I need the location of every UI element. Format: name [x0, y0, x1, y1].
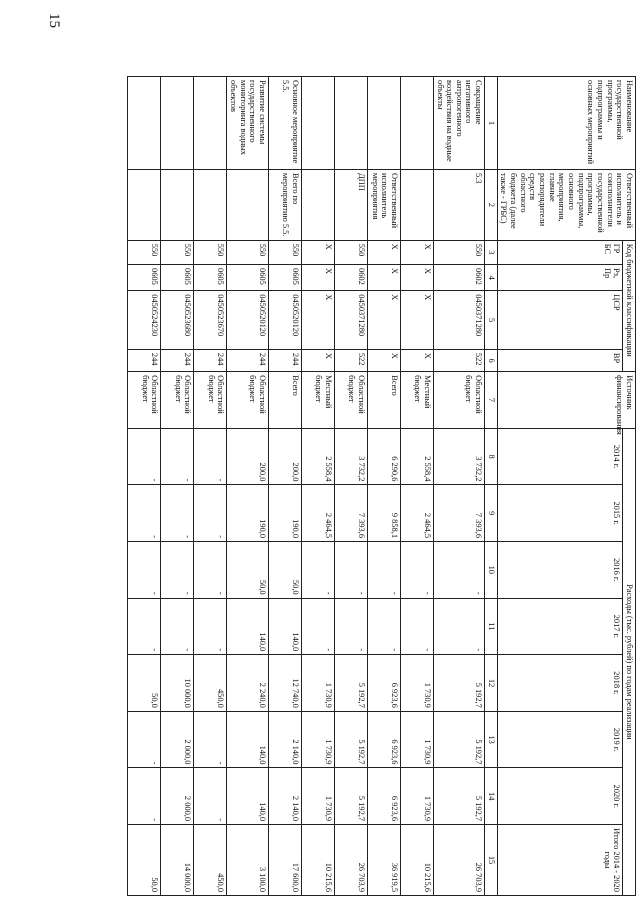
- cell-value: 7 393,6: [433, 485, 484, 542]
- header-year: 2016 г.: [497, 542, 623, 599]
- cell-name: [194, 77, 227, 170]
- cell-source: Областной бюджет: [227, 372, 269, 429]
- cell-value: -: [161, 485, 194, 542]
- cell-value: -: [400, 542, 433, 599]
- cell-vr: 244: [194, 349, 227, 371]
- cell-value: 140,0: [227, 711, 269, 768]
- cell-executor: [161, 170, 194, 241]
- cell-value: 14 000,0: [161, 825, 194, 896]
- header-year: 2018 г.: [497, 655, 623, 712]
- cell-value: 10 215,6: [400, 825, 433, 896]
- cell-value: -: [128, 485, 161, 542]
- header-name: Наименование государственной программы, подпрограммы и основных мероприятий: [497, 77, 635, 170]
- cell-grbs: X: [367, 240, 400, 264]
- cell-rzpr: X: [400, 265, 433, 291]
- cell-rzpr: 0602: [334, 265, 367, 291]
- cell-grbs: 550: [433, 240, 484, 264]
- header-year: 2014 г.: [497, 428, 623, 485]
- cell-value: 1 730,9: [301, 768, 334, 825]
- header-year: 2020 г.: [497, 768, 623, 825]
- cell-value: -: [194, 598, 227, 655]
- cell-value: 6 290,6: [367, 428, 400, 485]
- cell-csr: 0450371280: [334, 291, 367, 350]
- table-row: [433, 77, 484, 896]
- cell-executor: Ответственный исполнитель мероприятия: [367, 170, 400, 241]
- cell-name: Сокращение негативного антропогенного воздействия на водные объекты: [433, 77, 484, 170]
- cell-executor: [194, 170, 227, 241]
- cell-name: [161, 77, 194, 170]
- cell-executor: 5.3: [433, 170, 484, 241]
- table-row: [367, 77, 400, 896]
- cell-value: -: [194, 768, 227, 825]
- cell-csr: 0450523670: [194, 291, 227, 350]
- column-number: 8: [485, 428, 498, 485]
- cell-value: 50,0: [128, 825, 161, 896]
- header-year: 2015 г.: [497, 485, 623, 542]
- cell-rzpr: 0605: [128, 265, 161, 291]
- cell-vr: X: [400, 349, 433, 371]
- cell-rzpr: 0605: [194, 265, 227, 291]
- cell-value: 1 730,9: [301, 711, 334, 768]
- budget-table: [127, 76, 636, 896]
- column-number: 6: [485, 349, 498, 371]
- cell-value: 200,0: [227, 428, 269, 485]
- cell-value: 26 703,9: [334, 825, 367, 896]
- cell-value: -: [334, 598, 367, 655]
- cell-value: 6 923,6: [367, 655, 400, 712]
- cell-value: -: [161, 542, 194, 599]
- cell-value: 2 558,4: [301, 428, 334, 485]
- cell-name: [301, 77, 334, 170]
- table-row: [268, 77, 301, 896]
- cell-executor: [301, 170, 334, 241]
- cell-value: -: [128, 542, 161, 599]
- column-number: 1: [485, 77, 498, 170]
- cell-value: 190,0: [227, 485, 269, 542]
- cell-value: 50,0: [227, 542, 269, 599]
- cell-executor: [128, 170, 161, 241]
- cell-value: 2 000,0: [161, 768, 194, 825]
- cell-value: 9 858,1: [367, 485, 400, 542]
- column-number: 15: [485, 825, 498, 896]
- header-csr: ЦСР: [497, 291, 623, 350]
- cell-grbs: 550: [334, 240, 367, 264]
- cell-source: Местный бюджет: [400, 372, 433, 429]
- cell-value: -: [194, 485, 227, 542]
- cell-source: Областной бюджет: [161, 372, 194, 429]
- cell-csr: 0450524230: [128, 291, 161, 350]
- cell-value: -: [433, 542, 484, 599]
- cell-source: Всего: [268, 372, 301, 429]
- header-total: Итого 2014 - 2020 годы: [497, 825, 623, 896]
- cell-name: [334, 77, 367, 170]
- cell-value: -: [161, 598, 194, 655]
- cell-grbs: 550: [268, 240, 301, 264]
- cell-value: -: [128, 768, 161, 825]
- table-row: [194, 77, 227, 896]
- column-number: 10: [485, 542, 498, 599]
- column-number: 5: [485, 291, 498, 350]
- cell-value: 140,0: [227, 768, 269, 825]
- cell-value: 190,0: [268, 485, 301, 542]
- cell-grbs: 550: [128, 240, 161, 264]
- cell-value: -: [367, 598, 400, 655]
- cell-value: 5 192,7: [334, 768, 367, 825]
- cell-name: Развитие системы государственного мониторинга водных объектов: [227, 77, 269, 170]
- cell-value: 1 730,9: [400, 655, 433, 712]
- header-source: Источник финансирования: [497, 372, 635, 429]
- cell-grbs: 550: [161, 240, 194, 264]
- cell-value: 2 464,5: [301, 485, 334, 542]
- cell-vr: 244: [128, 349, 161, 371]
- cell-value: 2 240,0: [227, 655, 269, 712]
- header-budget-code: Код бюджетной классификации: [623, 240, 636, 371]
- cell-value: 2 558,4: [400, 428, 433, 485]
- cell-grbs: 550: [227, 240, 269, 264]
- cell-source: Областной бюджет: [433, 372, 484, 429]
- cell-value: 50,0: [268, 542, 301, 599]
- cell-source: Всего: [367, 372, 400, 429]
- cell-csr: X: [301, 291, 334, 350]
- rotated-page: [76, 76, 636, 896]
- cell-value: -: [128, 428, 161, 485]
- cell-csr: 0450520120: [268, 291, 301, 350]
- cell-value: 36 919,5: [367, 825, 400, 896]
- table-row: [400, 77, 433, 896]
- cell-value: 6 923,6: [367, 768, 400, 825]
- cell-grbs: 550: [194, 240, 227, 264]
- cell-vr: 244: [227, 349, 269, 371]
- cell-value: 200,0: [268, 428, 301, 485]
- header-row-1: [623, 77, 636, 896]
- cell-value: 3 732,2: [433, 428, 484, 485]
- cell-value: 140,0: [227, 598, 269, 655]
- cell-value: 450,0: [194, 655, 227, 712]
- cell-value: 1 730,9: [301, 655, 334, 712]
- header-rzpr: Рз, Пр: [497, 265, 623, 291]
- cell-value: 12 740,0: [268, 655, 301, 712]
- cell-source: Местный бюджет: [301, 372, 334, 429]
- cell-rzpr: X: [367, 265, 400, 291]
- table-row: [301, 77, 334, 896]
- cell-rzpr: X: [301, 265, 334, 291]
- cell-rzpr: 0602: [433, 265, 484, 291]
- cell-source: Областной бюджет: [128, 372, 161, 429]
- cell-value: 2 140,0: [268, 711, 301, 768]
- cell-rzpr: 0605: [161, 265, 194, 291]
- cell-value: -: [400, 598, 433, 655]
- cell-value: -: [194, 428, 227, 485]
- cell-vr: 522: [334, 349, 367, 371]
- cell-csr: 0450520120: [227, 291, 269, 350]
- cell-name: [400, 77, 433, 170]
- cell-value: -: [161, 428, 194, 485]
- cell-vr: X: [367, 349, 400, 371]
- header-expenses: Расходы (тыс. рублей) по годам реализации: [623, 428, 636, 895]
- cell-csr: X: [400, 291, 433, 350]
- cell-value: -: [128, 598, 161, 655]
- cell-value: 2 000,0: [161, 711, 194, 768]
- page-number: 15: [46, 13, 62, 28]
- cell-csr: 0450371280: [433, 291, 484, 350]
- cell-value: 5 192,7: [433, 711, 484, 768]
- column-number: 14: [485, 768, 498, 825]
- cell-value: -: [334, 542, 367, 599]
- header-vr: ВР: [497, 349, 623, 371]
- cell-value: 3 100,0: [227, 825, 269, 896]
- cell-value: 2 464,5: [400, 485, 433, 542]
- table-row: [161, 77, 194, 896]
- header-executor: Ответственный исполнитель и соисполнители государственной программы, подпрограммы, основного мероприятия, главные распорядители средств областного бюджета (далее также - ГРБС): [497, 170, 635, 241]
- cell-csr: X: [367, 291, 400, 350]
- cell-value: 5 192,7: [433, 655, 484, 712]
- cell-value: -: [301, 598, 334, 655]
- cell-name: Основное мероприятие 5.5.: [268, 77, 301, 170]
- cell-executor: [400, 170, 433, 241]
- cell-name: [128, 77, 161, 170]
- table-row: [227, 77, 269, 896]
- cell-vr: 244: [268, 349, 301, 371]
- cell-vr: X: [301, 349, 334, 371]
- cell-executor: Всего по мероприятию 5.5.: [268, 170, 301, 241]
- cell-value: 10 000,0: [161, 655, 194, 712]
- cell-value: 2 140,0: [268, 768, 301, 825]
- table-row: [334, 77, 367, 896]
- cell-grbs: X: [301, 240, 334, 264]
- cell-source: Областной бюджет: [334, 372, 367, 429]
- column-number: 7: [485, 372, 498, 429]
- cell-value: -: [194, 711, 227, 768]
- column-number: 4: [485, 265, 498, 291]
- column-number: 9: [485, 485, 498, 542]
- cell-rzpr: 0605: [268, 265, 301, 291]
- cell-value: -: [128, 711, 161, 768]
- column-number: 13: [485, 711, 498, 768]
- column-number: 12: [485, 655, 498, 712]
- cell-executor: [227, 170, 269, 241]
- header-year: 2019 г.: [497, 711, 623, 768]
- cell-value: 5 192,7: [334, 655, 367, 712]
- cell-executor: ДПП: [334, 170, 367, 241]
- cell-value: 1 730,9: [400, 711, 433, 768]
- cell-grbs: X: [400, 240, 433, 264]
- column-number: 2: [485, 170, 498, 241]
- header-year: 2017 г.: [497, 598, 623, 655]
- cell-value: 5 192,7: [433, 768, 484, 825]
- cell-value: 450,0: [194, 825, 227, 896]
- cell-value: 3 732,2: [334, 428, 367, 485]
- cell-value: -: [367, 542, 400, 599]
- cell-value: 7 393,6: [334, 485, 367, 542]
- cell-name: [367, 77, 400, 170]
- cell-value: 1 730,9: [400, 768, 433, 825]
- cell-value: 10 215,6: [301, 825, 334, 896]
- cell-vr: 522: [433, 349, 484, 371]
- cell-value: 50,0: [128, 655, 161, 712]
- column-number: 3: [485, 240, 498, 264]
- cell-value: 17 600,0: [268, 825, 301, 896]
- cell-vr: 244: [161, 349, 194, 371]
- cell-value: 26 703,9: [433, 825, 484, 896]
- cell-source: Областной бюджет: [194, 372, 227, 429]
- cell-value: 6 923,6: [367, 711, 400, 768]
- cell-rzpr: 0605: [227, 265, 269, 291]
- cell-value: 140,0: [268, 598, 301, 655]
- table-row: [128, 77, 161, 896]
- cell-value: 5 192,7: [334, 711, 367, 768]
- cell-csr: 0450523680: [161, 291, 194, 350]
- cell-value: -: [301, 542, 334, 599]
- cell-value: -: [194, 542, 227, 599]
- cell-value: -: [433, 598, 484, 655]
- column-number: 11: [485, 598, 498, 655]
- column-number-row: [485, 77, 498, 896]
- header-grbs: ГР БС: [497, 240, 623, 264]
